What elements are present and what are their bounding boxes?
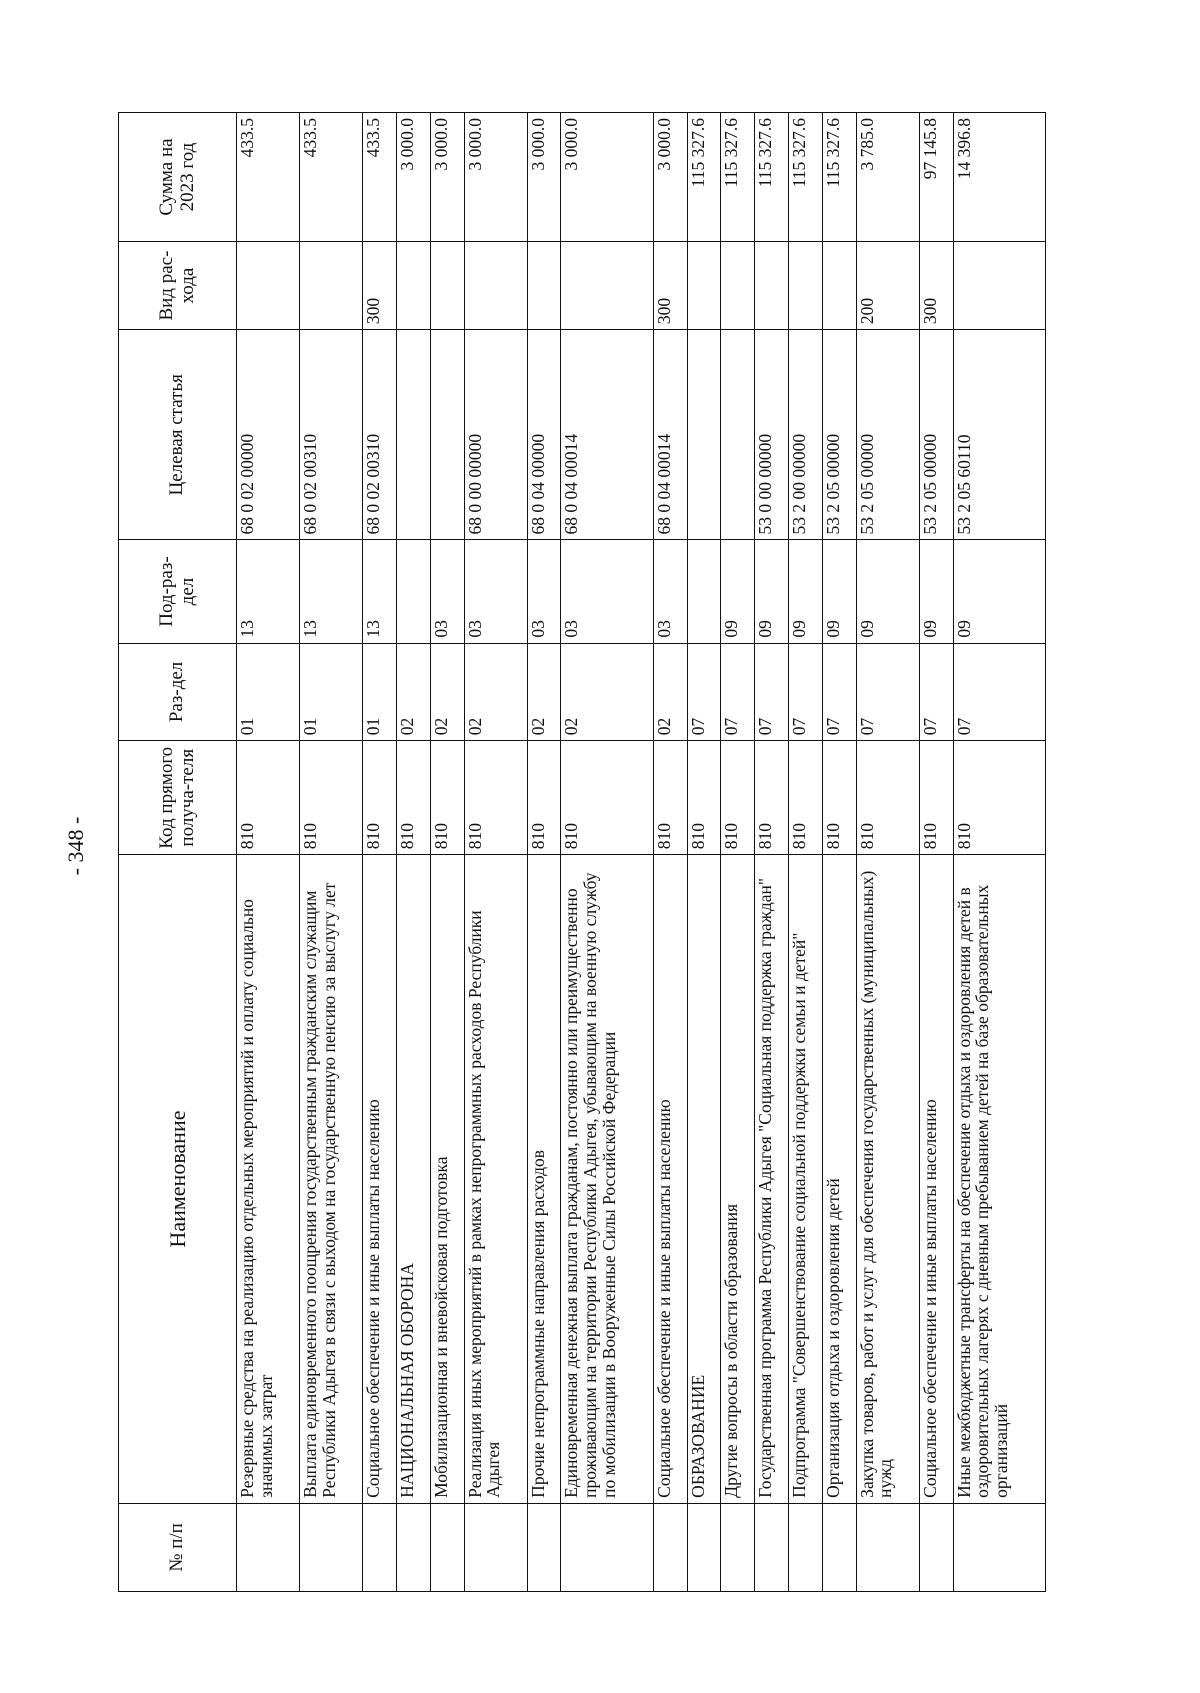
cell-name: Иные межбюджетные трансферты на обеспечение отдыха и оздоровления детей в оздоровительных лагерях с дневным пребыванием детей на базе образовательных организаций xyxy=(953,855,1045,1504)
cell-num xyxy=(919,1503,953,1591)
table-row xyxy=(300,113,363,1592)
cell-recipient: 810 xyxy=(953,741,1045,855)
cell-subsection: 13 xyxy=(237,540,300,643)
cell-name: Социальное обеспечение и иные выплаты населению xyxy=(653,855,687,1504)
cell-amount: 97 145.8 xyxy=(919,113,953,242)
cell-subsection: 03 xyxy=(561,540,653,643)
cell-subsection: 09 xyxy=(856,540,919,643)
page-number: - 348 - xyxy=(63,816,88,876)
cell-amount: 3 000.0 xyxy=(561,113,653,242)
cell-subsection: 09 xyxy=(721,540,755,643)
cell-amount: 115 327.6 xyxy=(822,113,856,242)
cell-target: 53 2 05 00000 xyxy=(822,330,856,540)
cell-num xyxy=(653,1503,687,1591)
cell-expense: 300 xyxy=(919,241,953,329)
table-row xyxy=(527,113,561,1592)
cell-name: Единовременная денежная выплата гражданам, постоянно или преимущественно проживающим на территории Республики Адыгея, убывающим на военную службу по мобилизации в Вооруженные Силы Российской Федерации xyxy=(561,855,653,1504)
cell-subsection: 09 xyxy=(755,540,789,643)
cell-subsection: 13 xyxy=(300,540,363,643)
cell-expense: 300 xyxy=(653,241,687,329)
cell-amount: 3 000.0 xyxy=(430,113,464,242)
cell-expense xyxy=(300,241,363,329)
budget-table-rotated xyxy=(118,112,1046,1592)
cell-section: 01 xyxy=(363,643,397,741)
table-row xyxy=(363,113,397,1592)
cell-recipient: 810 xyxy=(789,741,823,855)
cell-target: 53 2 05 60110 xyxy=(953,330,1045,540)
cell-expense xyxy=(789,241,823,329)
table-header-row xyxy=(119,113,237,1592)
table-row xyxy=(919,113,953,1592)
cell-num xyxy=(561,1503,653,1591)
cell-recipient: 810 xyxy=(527,741,561,855)
table-row xyxy=(789,113,823,1592)
cell-recipient: 810 xyxy=(721,741,755,855)
cell-section: 07 xyxy=(919,643,953,741)
cell-recipient: 810 xyxy=(464,741,527,855)
cell-section: 07 xyxy=(755,643,789,741)
budget-table xyxy=(118,112,1046,1592)
cell-subsection: 09 xyxy=(919,540,953,643)
cell-expense xyxy=(953,241,1045,329)
cell-recipient: 810 xyxy=(687,741,721,855)
header-amount: Сумма на 2023 год xyxy=(119,113,237,242)
cell-target xyxy=(396,330,430,540)
cell-name: Государственная программа Республики Адыгея "Социальная поддержка граждан" xyxy=(755,855,789,1504)
header-subsection: Под-раз-дел xyxy=(119,540,237,643)
cell-num xyxy=(464,1503,527,1591)
cell-num xyxy=(755,1503,789,1591)
table-row xyxy=(653,113,687,1592)
cell-amount: 3 000.0 xyxy=(396,113,430,242)
cell-expense xyxy=(755,241,789,329)
cell-expense xyxy=(464,241,527,329)
cell-num xyxy=(396,1503,430,1591)
cell-target xyxy=(687,330,721,540)
header-num: № п/п xyxy=(119,1503,237,1591)
cell-recipient: 810 xyxy=(653,741,687,855)
cell-target xyxy=(721,330,755,540)
cell-target: 68 0 02 00310 xyxy=(300,330,363,540)
cell-subsection: 03 xyxy=(464,540,527,643)
cell-amount: 433.5 xyxy=(363,113,397,242)
cell-num xyxy=(363,1503,397,1591)
table-row xyxy=(953,113,1045,1592)
cell-amount: 3 000.0 xyxy=(527,113,561,242)
cell-target xyxy=(430,330,464,540)
cell-target: 53 2 05 00000 xyxy=(919,330,953,540)
cell-num xyxy=(687,1503,721,1591)
cell-num xyxy=(822,1503,856,1591)
cell-expense: 300 xyxy=(363,241,397,329)
cell-section: 07 xyxy=(822,643,856,741)
cell-name: Социальное обеспечение и иные выплаты населению xyxy=(919,855,953,1504)
cell-recipient: 810 xyxy=(237,741,300,855)
cell-name: Прочие непрограммные направления расходов xyxy=(527,855,561,1504)
cell-expense xyxy=(527,241,561,329)
cell-name: НАЦИОНАЛЬНАЯ ОБОРОНА xyxy=(396,855,430,1504)
cell-name: ОБРАЗОВАНИЕ xyxy=(687,855,721,1504)
cell-target: 53 2 05 00000 xyxy=(856,330,919,540)
cell-name: Социальное обеспечение и иные выплаты населению xyxy=(363,855,397,1504)
cell-expense xyxy=(237,241,300,329)
cell-amount: 115 327.6 xyxy=(789,113,823,242)
cell-target: 53 0 00 00000 xyxy=(755,330,789,540)
cell-name: Мобилизационная и вневойсковая подготовка xyxy=(430,855,464,1504)
cell-target: 53 2 00 00000 xyxy=(789,330,823,540)
cell-target: 68 0 02 00000 xyxy=(237,330,300,540)
cell-subsection: 03 xyxy=(653,540,687,643)
cell-subsection: 09 xyxy=(953,540,1045,643)
cell-section: 02 xyxy=(527,643,561,741)
table-row xyxy=(822,113,856,1592)
cell-num xyxy=(721,1503,755,1591)
cell-name: Выплата единовременного поощрения государственным гражданским служащим Республики Адыгея в связи с выходом на государственную пенсию за выслугу лет xyxy=(300,855,363,1504)
cell-expense xyxy=(396,241,430,329)
cell-subsection xyxy=(687,540,721,643)
cell-subsection: 13 xyxy=(363,540,397,643)
cell-section: 07 xyxy=(721,643,755,741)
cell-amount: 3 000.0 xyxy=(464,113,527,242)
header-target: Целевая статья xyxy=(119,330,237,540)
cell-recipient: 810 xyxy=(300,741,363,855)
cell-section: 07 xyxy=(789,643,823,741)
table-row xyxy=(237,113,300,1592)
table-row xyxy=(755,113,789,1592)
header-name: Наименование xyxy=(119,855,237,1504)
cell-name: Подпрограмма "Совершенствование социальной поддержки семьи и детей" xyxy=(789,855,823,1504)
cell-recipient: 810 xyxy=(561,741,653,855)
cell-expense xyxy=(430,241,464,329)
cell-section: 07 xyxy=(687,643,721,741)
cell-section: 02 xyxy=(653,643,687,741)
cell-num xyxy=(237,1503,300,1591)
table-row xyxy=(856,113,919,1592)
cell-target: 68 0 02 00310 xyxy=(363,330,397,540)
cell-target: 68 0 00 00000 xyxy=(464,330,527,540)
cell-amount: 3 785.0 xyxy=(856,113,919,242)
cell-section: 07 xyxy=(856,643,919,741)
cell-subsection: 03 xyxy=(430,540,464,643)
cell-expense xyxy=(687,241,721,329)
cell-amount: 115 327.6 xyxy=(687,113,721,242)
table-row xyxy=(396,113,430,1592)
cell-expense: 200 xyxy=(856,241,919,329)
cell-amount: 433.5 xyxy=(237,113,300,242)
cell-subsection: 09 xyxy=(789,540,823,643)
cell-section: 01 xyxy=(300,643,363,741)
cell-name: Организация отдыха и оздоровления детей xyxy=(822,855,856,1504)
cell-section: 01 xyxy=(237,643,300,741)
cell-num xyxy=(527,1503,561,1591)
cell-amount: 115 327.6 xyxy=(755,113,789,242)
cell-expense xyxy=(822,241,856,329)
cell-expense xyxy=(561,241,653,329)
cell-amount: 433.5 xyxy=(300,113,363,242)
cell-amount: 115 327.6 xyxy=(721,113,755,242)
cell-recipient: 810 xyxy=(856,741,919,855)
header-section: Раз-дел xyxy=(119,643,237,741)
cell-num xyxy=(789,1503,823,1591)
cell-recipient: 810 xyxy=(822,741,856,855)
cell-recipient: 810 xyxy=(363,741,397,855)
cell-recipient: 810 xyxy=(919,741,953,855)
cell-num xyxy=(856,1503,919,1591)
cell-section: 02 xyxy=(430,643,464,741)
table-row xyxy=(464,113,527,1592)
cell-name: Закупка товаров, работ и услуг для обеспечения государственных (муниципальных) нужд xyxy=(856,855,919,1504)
header-recipient: Код прямого получа-теля xyxy=(119,741,237,855)
cell-target: 68 0 04 00014 xyxy=(561,330,653,540)
cell-expense xyxy=(721,241,755,329)
cell-subsection xyxy=(396,540,430,643)
table-row xyxy=(430,113,464,1592)
cell-section: 02 xyxy=(561,643,653,741)
table-row xyxy=(561,113,653,1592)
cell-num xyxy=(953,1503,1045,1591)
cell-recipient: 810 xyxy=(430,741,464,855)
cell-num xyxy=(300,1503,363,1591)
cell-target: 68 0 04 00000 xyxy=(527,330,561,540)
cell-name: Резервные средства на реализацию отдельных мероприятий и оплату социально значимых затрат xyxy=(237,855,300,1504)
cell-amount: 14 396.8 xyxy=(953,113,1045,242)
cell-section: 07 xyxy=(953,643,1045,741)
table-row xyxy=(721,113,755,1592)
cell-section: 02 xyxy=(396,643,430,741)
cell-num xyxy=(430,1503,464,1591)
cell-amount: 3 000.0 xyxy=(653,113,687,242)
table-row xyxy=(687,113,721,1592)
cell-target: 68 0 04 00014 xyxy=(653,330,687,540)
cell-recipient: 810 xyxy=(396,741,430,855)
cell-subsection: 03 xyxy=(527,540,561,643)
cell-subsection: 09 xyxy=(822,540,856,643)
cell-name: Другие вопросы в области образования xyxy=(721,855,755,1504)
cell-recipient: 810 xyxy=(755,741,789,855)
header-expense: Вид рас-хода xyxy=(119,241,237,329)
cell-section: 02 xyxy=(464,643,527,741)
cell-name: Реализация иных мероприятий в рамках непрограммных расходов Республики Адыгея xyxy=(464,855,527,1504)
